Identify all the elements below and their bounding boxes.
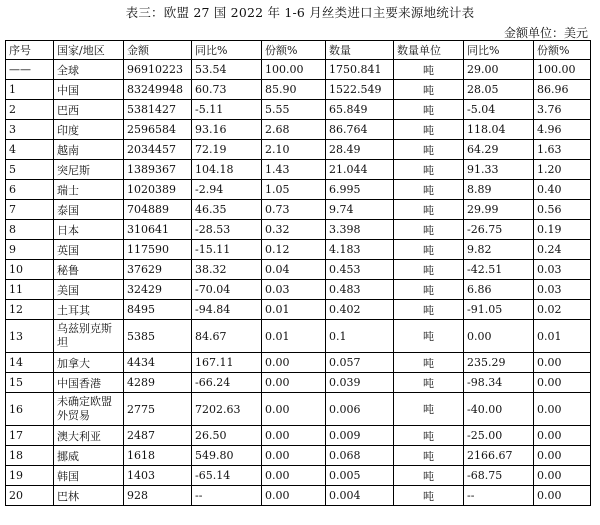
table-cell: 38.32	[192, 260, 262, 280]
table-cell: 日本	[54, 220, 124, 240]
table-cell: 吨	[394, 180, 464, 200]
table-cell: 91.33	[464, 160, 534, 180]
header-cell: 同比%	[464, 41, 534, 60]
header-row	[6, 41, 591, 60]
table-cell: 0.00	[534, 393, 591, 426]
table-cell: 0.40	[534, 180, 591, 200]
silk-import-table	[5, 40, 591, 506]
table-cell: 0.03	[534, 280, 591, 300]
table-cell: -70.04	[192, 280, 262, 300]
table-cell: 549.80	[192, 446, 262, 466]
table-cell: 12	[6, 300, 54, 320]
table-cell: 0.00	[262, 446, 326, 466]
table-cell: 突尼斯	[54, 160, 124, 180]
table-cell: 0.32	[262, 220, 326, 240]
table-cell: 0.402	[326, 300, 394, 320]
table-cell: 19	[6, 466, 54, 486]
table-row	[6, 80, 591, 100]
table-cell: 85.90	[262, 80, 326, 100]
table-cell: 0.1	[326, 320, 394, 353]
table-cell: 104.18	[192, 160, 262, 180]
table-cell: 吨	[394, 140, 464, 160]
table-cell: 8495	[124, 300, 192, 320]
table-cell: 吨	[394, 120, 464, 140]
table-row	[6, 140, 591, 160]
table-cell: 4.96	[534, 120, 591, 140]
table-cell: 4434	[124, 353, 192, 373]
table-cell: 4.183	[326, 240, 394, 260]
table-cell: 6	[6, 180, 54, 200]
table-cell: 0.006	[326, 393, 394, 426]
table-cell: 10	[6, 260, 54, 280]
table-cell: 29.00	[464, 60, 534, 80]
table-cell: 中国	[54, 80, 124, 100]
table-cell: 吨	[394, 320, 464, 353]
table-cell: 2.68	[262, 120, 326, 140]
table-cell: 86.764	[326, 120, 394, 140]
table-cell: -5.11	[192, 100, 262, 120]
table-cell: 0.039	[326, 373, 394, 393]
table-cell: -40.00	[464, 393, 534, 426]
table-cell: 0.009	[326, 426, 394, 446]
table-cell: 0.00	[262, 426, 326, 446]
table-cell: 28.05	[464, 80, 534, 100]
header-cell: 金额	[124, 41, 192, 60]
table-cell: 吨	[394, 160, 464, 180]
table-cell: 3	[6, 120, 54, 140]
table-cell: 15	[6, 373, 54, 393]
table-cell: -28.53	[192, 220, 262, 240]
table-cell: 53.54	[192, 60, 262, 80]
table-cell: -68.75	[464, 466, 534, 486]
table-cell: 11	[6, 280, 54, 300]
table-cell: 37629	[124, 260, 192, 280]
table-cell: 46.35	[192, 200, 262, 220]
table-cell: 118.04	[464, 120, 534, 140]
table-cell: 1.20	[534, 160, 591, 180]
table-cell: 5385	[124, 320, 192, 353]
table-cell: 1020389	[124, 180, 192, 200]
table-cell: 吨	[394, 280, 464, 300]
table-cell: 0.00	[262, 393, 326, 426]
table-cell: 0.005	[326, 466, 394, 486]
table-cell: 9.82	[464, 240, 534, 260]
table-cell: 65.849	[326, 100, 394, 120]
table-cell: 印度	[54, 120, 124, 140]
table-cell: 21.044	[326, 160, 394, 180]
table-cell: 澳大利亚	[54, 426, 124, 446]
table-row	[6, 240, 591, 260]
table-cell: 0.453	[326, 260, 394, 280]
table-cell: 全球	[54, 60, 124, 80]
table-cell: 挪威	[54, 446, 124, 466]
table-cell: 9	[6, 240, 54, 260]
table-body	[6, 60, 591, 506]
table-cell: 吨	[394, 60, 464, 80]
table-row	[6, 426, 591, 446]
table-cell: 28.49	[326, 140, 394, 160]
table-cell: 0.24	[534, 240, 591, 260]
table-cell: 7202.63	[192, 393, 262, 426]
table-cell: 18	[6, 446, 54, 466]
table-cell: 3.398	[326, 220, 394, 240]
table-cell: 吨	[394, 300, 464, 320]
table-cell: 中国香港	[54, 373, 124, 393]
table-cell: 0.00	[262, 466, 326, 486]
table-cell: 吨	[394, 220, 464, 240]
table-cell: 0.01	[534, 320, 591, 353]
table-cell: 秘鲁	[54, 260, 124, 280]
table-cell: 0.00	[534, 426, 591, 446]
table-row	[6, 60, 591, 80]
table-cell: 20	[6, 486, 54, 506]
table-cell: ——	[6, 60, 54, 80]
table-cell: 1522.549	[326, 80, 394, 100]
table-cell: 64.29	[464, 140, 534, 160]
table-cell: 60.73	[192, 80, 262, 100]
table-row	[6, 300, 591, 320]
table-row	[6, 100, 591, 120]
table-cell: 吨	[394, 200, 464, 220]
table-cell: 9.74	[326, 200, 394, 220]
table-cell: 6.86	[464, 280, 534, 300]
table-cell: 吨	[394, 446, 464, 466]
table-cell: 0.04	[262, 260, 326, 280]
table-cell: 4	[6, 140, 54, 160]
table-cell: 吨	[394, 393, 464, 426]
table-cell: 17	[6, 426, 54, 446]
table-cell: 0.00	[534, 466, 591, 486]
table-cell: 928	[124, 486, 192, 506]
table-cell: 3.76	[534, 100, 591, 120]
table-cell: 2.10	[262, 140, 326, 160]
table-cell: 吨	[394, 353, 464, 373]
table-row	[6, 200, 591, 220]
table-cell: 167.11	[192, 353, 262, 373]
table-cell: 0.00	[534, 373, 591, 393]
table-cell: -26.75	[464, 220, 534, 240]
table-cell: 5381427	[124, 100, 192, 120]
table-cell: -25.00	[464, 426, 534, 446]
table-cell: 1750.841	[326, 60, 394, 80]
table-cell: 0.56	[534, 200, 591, 220]
header-cell: 序号	[6, 41, 54, 60]
table-cell: 越南	[54, 140, 124, 160]
table-cell: 土耳其	[54, 300, 124, 320]
table-cell: 8.89	[464, 180, 534, 200]
table-cell: 吨	[394, 240, 464, 260]
table-row	[6, 160, 591, 180]
table-cell: 0.068	[326, 446, 394, 466]
table-cell: 瑞士	[54, 180, 124, 200]
table-cell: 6.995	[326, 180, 394, 200]
table-cell: 14	[6, 353, 54, 373]
table-cell: 2775	[124, 393, 192, 426]
table-cell: 0.057	[326, 353, 394, 373]
table-row	[6, 180, 591, 200]
table-cell: 巴西	[54, 100, 124, 120]
unit-note: 金额单位：美元	[503, 26, 588, 40]
table-cell: 英国	[54, 240, 124, 260]
table-cell: 0.00	[534, 353, 591, 373]
table-cell: 韩国	[54, 466, 124, 486]
table-cell: 704889	[124, 200, 192, 220]
table-cell: -66.24	[192, 373, 262, 393]
table-cell: 泰国	[54, 200, 124, 220]
table-cell: -5.04	[464, 100, 534, 120]
table-cell: 13	[6, 320, 54, 353]
table-cell: 0.00	[534, 446, 591, 466]
header-cell: 份额%	[534, 41, 591, 60]
table-cell: 吨	[394, 426, 464, 446]
header-cell: 数量单位	[394, 41, 464, 60]
table-cell: 乌兹别克斯坦	[54, 320, 124, 353]
table-cell: 5	[6, 160, 54, 180]
table-row	[6, 373, 591, 393]
table-cell: --	[192, 486, 262, 506]
table-cell: 吨	[394, 486, 464, 506]
table-cell: 96910223	[124, 60, 192, 80]
table-cell: 0.12	[262, 240, 326, 260]
table-cell: -2.94	[192, 180, 262, 200]
table-cell: 310641	[124, 220, 192, 240]
table-cell: -98.34	[464, 373, 534, 393]
table-cell: 7	[6, 200, 54, 220]
header-cell: 国家/地区	[54, 41, 124, 60]
table-row	[6, 280, 591, 300]
table-cell: 0.483	[326, 280, 394, 300]
table-cell: 1389367	[124, 160, 192, 180]
table-cell: 美国	[54, 280, 124, 300]
header-cell: 数量	[326, 41, 394, 60]
table-row	[6, 446, 591, 466]
table-cell: 0.00	[262, 373, 326, 393]
table-cell: 5.55	[262, 100, 326, 120]
table-cell: 吨	[394, 260, 464, 280]
table-cell: -42.51	[464, 260, 534, 280]
table-cell: 86.96	[534, 80, 591, 100]
table-cell: 16	[6, 393, 54, 426]
table-cell: 2487	[124, 426, 192, 446]
table-cell: 0.00	[262, 353, 326, 373]
table-cell: --	[464, 486, 534, 506]
table-cell: 未确定欧盟外贸易	[54, 393, 124, 426]
table-cell: 32429	[124, 280, 192, 300]
table-row	[6, 260, 591, 280]
table-cell: 吨	[394, 373, 464, 393]
table-cell: 0.02	[534, 300, 591, 320]
table-cell: 0.01	[262, 320, 326, 353]
table-cell: 1403	[124, 466, 192, 486]
table-row	[6, 320, 591, 353]
table-cell: 2034457	[124, 140, 192, 160]
table-cell: 29.99	[464, 200, 534, 220]
table-cell: 0.00	[534, 486, 591, 506]
table-cell: 0.00	[464, 320, 534, 353]
table-row	[6, 120, 591, 140]
table-row	[6, 466, 591, 486]
header-cell: 同比%	[192, 41, 262, 60]
table-cell: 8	[6, 220, 54, 240]
table-cell: 100.00	[262, 60, 326, 80]
table-cell: 0.03	[262, 280, 326, 300]
table-cell: 4289	[124, 373, 192, 393]
table-row	[6, 486, 591, 506]
table-cell: -65.14	[192, 466, 262, 486]
table-cell: 83249948	[124, 80, 192, 100]
table-row	[6, 220, 591, 240]
table-cell: 0.73	[262, 200, 326, 220]
table-cell: 26.50	[192, 426, 262, 446]
table-cell: 0.00	[262, 486, 326, 506]
table-cell: -91.05	[464, 300, 534, 320]
table-cell: 巴林	[54, 486, 124, 506]
table-row	[6, 353, 591, 373]
table-cell: -94.84	[192, 300, 262, 320]
table-title: 表三：欧盟 27 国 2022 年 1-6 月丝类进口主要来源地统计表	[125, 5, 475, 20]
table-cell: 加拿大	[54, 353, 124, 373]
table-cell: 0.01	[262, 300, 326, 320]
table-cell: 2596584	[124, 120, 192, 140]
table-cell: 1	[6, 80, 54, 100]
table-cell: -15.11	[192, 240, 262, 260]
header-cell: 份额%	[262, 41, 326, 60]
table-cell: 吨	[394, 100, 464, 120]
table-row	[6, 393, 591, 426]
table-cell: 0.004	[326, 486, 394, 506]
table-cell: 1.63	[534, 140, 591, 160]
table-cell: 0.03	[534, 260, 591, 280]
table-cell: 1.05	[262, 180, 326, 200]
table-cell: 84.67	[192, 320, 262, 353]
table-cell: 235.29	[464, 353, 534, 373]
table-cell: 117590	[124, 240, 192, 260]
table-cell: 0.19	[534, 220, 591, 240]
table-cell: 吨	[394, 80, 464, 100]
table-cell: 吨	[394, 466, 464, 486]
table-cell: 2	[6, 100, 54, 120]
table-cell: 1618	[124, 446, 192, 466]
table-cell: 93.16	[192, 120, 262, 140]
table-cell: 1.43	[262, 160, 326, 180]
table-cell: 72.19	[192, 140, 262, 160]
table-cell: 2166.67	[464, 446, 534, 466]
table-cell: 100.00	[534, 60, 591, 80]
